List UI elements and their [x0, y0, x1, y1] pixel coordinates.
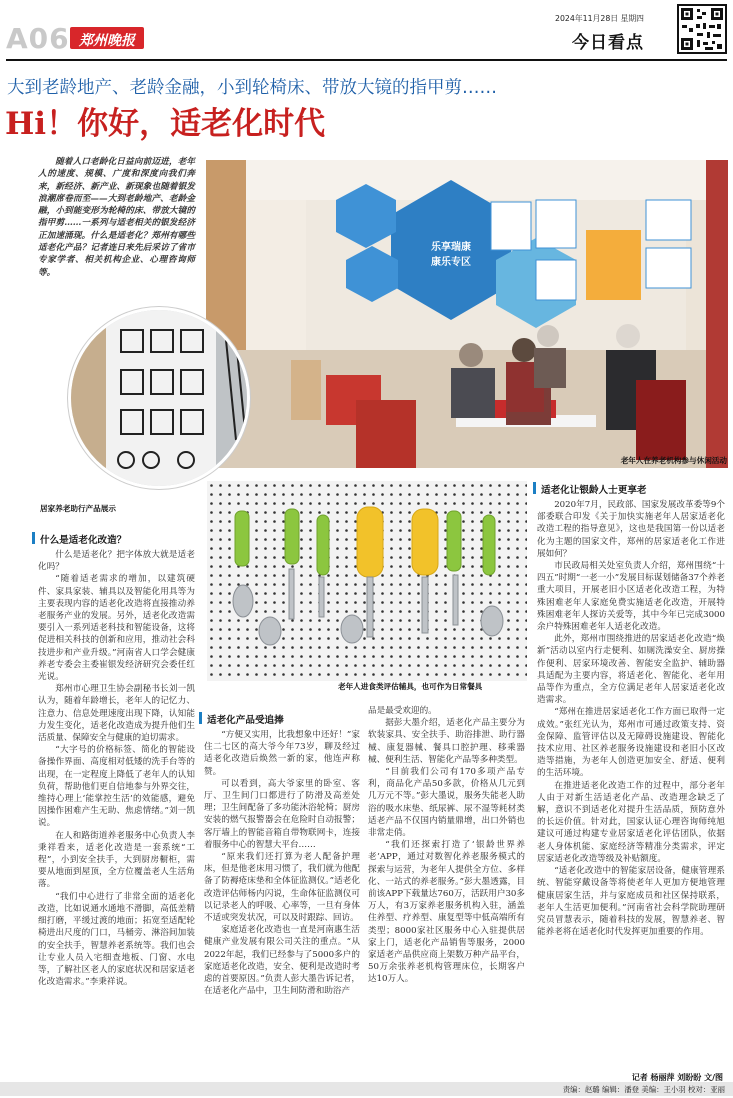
paragraph: 在推进适老化改造工作的过程中，部分老年人由于对新生活适老化产品、改造理念缺乏了解，意识不到适老化对提升生活品质，预防意外的长远价值。针对此，国家认证心理咨询师纯旭建议可通过构建专业居家适老化评估团队，依据老人身体机能、家庭经济等精准分类需求，评定居家适老化改造等级及补贴额度。: [537, 780, 725, 864]
paragraph: “原来我们还打算为老人配备护理床，但是他老床用习惯了，我们就为他配备了防褥疮床垫和全体征监测仪。”适老化改造评估师杨内闪说，生命体征监测仪可以记录老人的呼吸、心率等，一旦有身体不适或突发状况，可以及时跟踪、回访。: [204, 852, 360, 924]
section-heading-products: 适老化产品受追捧: [207, 715, 284, 726]
newspaper-name: 郑州晚报: [79, 33, 135, 49]
paragraph: “郑州在推进居家适老化工作方面已取得一定成效。”张红光认为，郑州市可通过政策支持、资金保障、监管评估以及无障碍设施建设、智能化技术应用、社区养老服务设施建设和老旧小区改造等措施，为老年人创造更加安全、舒适、便利的生活环境。: [537, 707, 725, 779]
section-enjoy-body: [537, 499, 725, 1084]
section-heading-enjoy: 适老化让银龄人士更享老: [541, 485, 647, 496]
paragraph: “适老化改造中的智能家居设备，健康管理系统、智能穿戴设备等将使老年人更加方便地管理健康居家生活，并与家庭成员和社区保持联系，老年人生活更加便利。”河南省社会科学院助理研究员冒慧表示，随着科技的发展，智慧养老、智能养老将在适老化时代发挥更加重要的作用。: [537, 866, 725, 938]
paragraph: 品是最受欢迎的。: [368, 706, 437, 716]
paragraph: “大字号的价格标签、简化的智能设备操作界面、高度相对低矮的洗手台等的出现，在一定程度上降低了老年人的认知负荷，帮助他们更自信地参与外界交往，维持心理上‘能掌控生活’的效能感，避免因操作困难产生无助、焦虑情绪。”刘一凯说。: [38, 745, 195, 829]
paragraph: “随着适老需求的增加，以建筑硬件、家具家装、辅具以及智能化用具等为主要表现内容的适老化改造将直接推动养老服务产业的发展。另外，适老化改造需要引入一系列适老科技和智能设备，这将促进相关科技的创新和应用，推动社会科技进步和产业升级。”河南省人口学会健康养老专委会主委崔银发经济研究会委任红光说。: [38, 574, 195, 683]
section-marker: [533, 482, 536, 494]
paragraph: 市民政局相关处室负责人介绍，郑州围绕“十四五”时期“一老一小”发展目标谋划储备37个养老重大项目，开展老旧小区适老化改造工程，为特殊困难老年人家庭免费实施适老化改造，开展特殊困难老年人探访关爱等，其中今年已完成3000余户特殊困难老年人适老化改造。: [537, 561, 725, 633]
section-products-body-b: [368, 705, 525, 1085]
issue-date: 2024年11月28日 星期四: [555, 14, 644, 23]
section-heading-what-is: 什么是适老化改造？: [40, 535, 127, 546]
section-title: 今日看点: [572, 33, 644, 53]
caption-eating-aids: 老年人进食类评估辅具，也可作为日常餐具: [338, 682, 483, 691]
paragraph: 什么是适老化？把字体放大就是适老化吗？: [38, 550, 195, 573]
byline: 记者 杨丽萍 刘盼盼 文/图: [628, 1072, 723, 1083]
footer-credits: 责编：赵璐 编辑：潘登 美编：王小羽 校对：亚丽: [562, 1085, 725, 1094]
paragraph: “方便又实用，比我想象中还好！”家住二七区的高大爷今年73岁，聊及经过适老化改造后焕然一新的家，他连声称赞。: [204, 730, 360, 777]
page-number: A06: [6, 22, 70, 55]
section-marker: [199, 712, 202, 724]
sign-text-2: 康乐专区: [431, 257, 471, 268]
headline-title: Hi！你好，适老化时代: [5, 106, 326, 142]
paragraph: 2020年7月，民政部、国家发展改革委等9个部委联合印发《关于加快实施老年人居家适老化改造工程的指导意见》，这也是我国第一份以适老化为主题的国家文件，郑州的居家适老化工作进展如何？: [537, 500, 725, 559]
paragraph: 郑州市心理卫生协会副秘书长刘一凯认为，随着年龄增长，老年人的记忆力、注意力、信息处理速度出现下降，认知能力发生变化，适老化改造成为提升他们生活质量、保障安全与健康的迫切需求。: [38, 684, 195, 744]
intro-text: 随着人口老龄化日益向前迈进，老年人的速度、规模、广度和深度向我们奔来，新经济、新产业、新现象也随着银发浪潮席卷而至——大到老龄地产、老龄金融，小到能变形为轮椅的床、带放大镜的指甲剪……一系列与适老相关的银发经济正加速涌现。什么是适老化？郑州有哪些适老化产品？记者连日来先后采访了省市专家学者、相关机构企业、心理咨询师等。: [38, 157, 195, 278]
headline-subtitle: 大到老龄地产、老龄金融，小到轮椅床、带放大镜的指甲剪……: [7, 78, 497, 98]
paragraph: 在人和路街道养老服务中心负责人李秉祥看来，适老化改造是一套系统“工程”，小到安全扶手，大到厨房橱柜，需要从地面到屋顶，全方位覆盖老人生活角落。: [38, 830, 195, 890]
section-what-is-body: [38, 549, 195, 1089]
header-rule: [6, 59, 727, 61]
section-marker: [32, 532, 35, 544]
qr-code-icon: [677, 4, 727, 54]
sign-text-1: 乐享瑞康: [431, 242, 471, 253]
paragraph: “我们还探索打造了‘银龄世界养老’APP，通过对数智化养老服务模式的探索与运营，为老年人提供全方位、多样化、一站式的养老服务。”彭大墨透露，目前该APP下载量达760万，活跃用户30多万人，有3万家养老服务机构入驻，涵盖住养型、疗养型、康复型等中低高端所有类型；8000家社区服务中心入驻提供居家上门，适老化产品销售等服务，2000家适老产品供应商上架数万种产品平台，50万余张养老机构管理床位，长期客户达10万人。: [368, 840, 525, 985]
paragraph: 此外，郑州市围绕推进的居家适老化改造“焕新”活动以室内行走便利、如厕洗澡安全、厨房操作便利、居家环境改善、智能安全监护、辅助器具适配为主要内容，将适老化、智能化、老年用品等作为重点，全方位满足老年人居家适老化改造需求。: [537, 634, 725, 706]
section-products-body-a: [204, 729, 360, 1084]
caption-leisure-photo: 老年人在养老机构参与休闲活动: [620, 456, 727, 465]
paragraph: 据彭大墨介绍，适老化产品主要分为软装家具、安全扶手、助浴排泄、助行器械、康复器械、餐具口腔护理、移乘器械、便利生活、智能化产品等多种类型。: [368, 718, 525, 765]
paragraph: “目前我们公司有170多项产品专利，商品化产品50多款，价格从几元到几万元不等。”彭大墨说，服务失能老人助浴的吸水床垫、纸尿裤、尿不湿等耗材类适老产品不仅国内销量鼎增，出口外销也非常走俏。: [368, 767, 525, 839]
paragraph: 家庭适老化改造也一直是河南惠生活健康产业发展有限公司关注的重点。“从2022年起，我们已经参与了5000多户的家庭适老化改造，安全、便利是改造时考虑的首要原因。”负责人彭大墨告诉记者，在适老化产品中，卫生间防滑和助浴产: [204, 925, 360, 997]
paragraph: 可以看到，高大爷家里的卧室、客厅、卫生间门口都进行了防滑及高差处理；卫生间配备了多功能沐浴轮椅；厨房安装的燃气报警器会在危险时自动报警；客厅墙上的智能音箱自带物联网卡，连接着服务中心的智慧大平台……: [204, 778, 360, 850]
photo-walking-aids: [68, 307, 250, 489]
photo-eating-aids: [207, 481, 527, 681]
photo-elderly-leisure: [206, 160, 728, 468]
caption-walking-aids: 居家养老助行产品展示: [40, 504, 116, 513]
paragraph: “我们中心进行了非常全面的适老化改造，比如说通水通地不滑脚，高低差精细打磨，平缓过渡的地面；拓宽至适配轮椅进出尺度的门口，马桶旁、淋浴间加装的安全扶手，智慧养老系统等。我们也会让专业人员入宅细查地板、门窗、水电等，了解社区老人的家庭状况和居家适老化改造需求。”李秉祥说。: [38, 891, 195, 988]
